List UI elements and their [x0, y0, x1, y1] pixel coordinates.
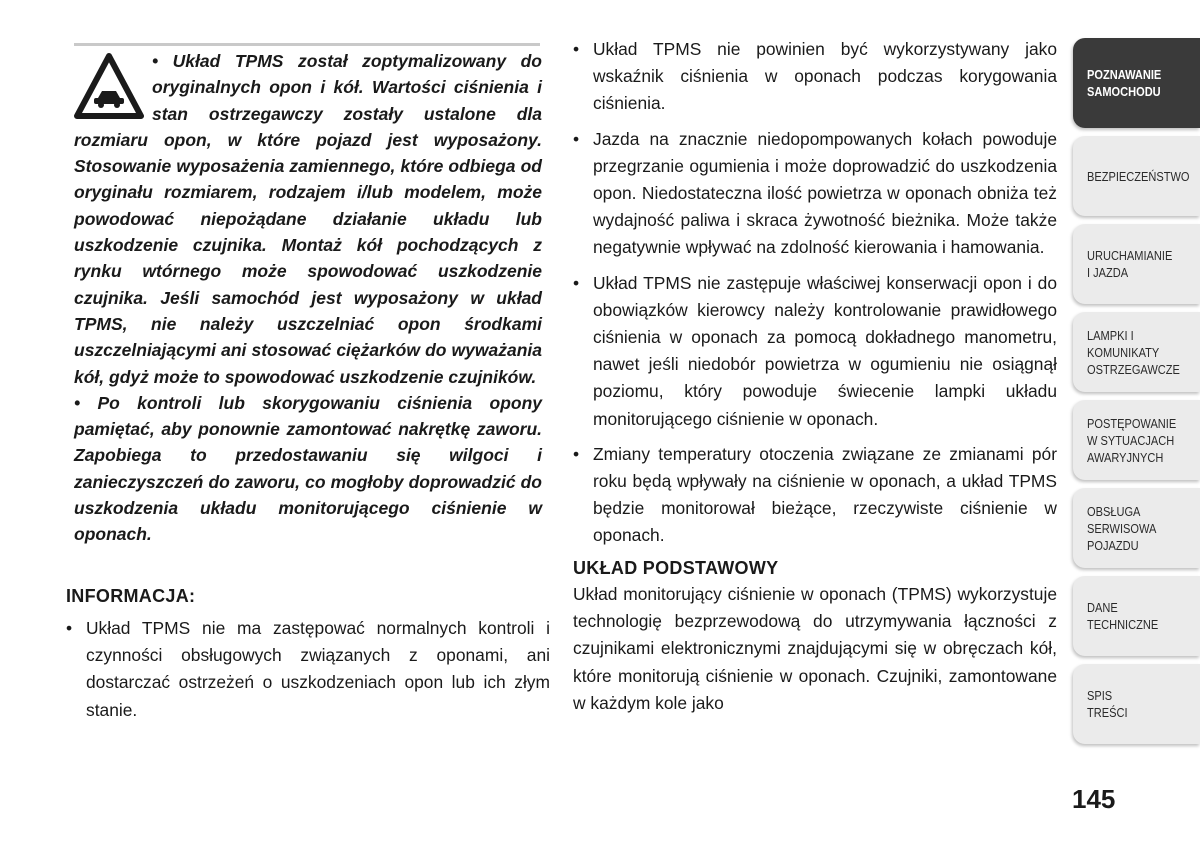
list-item: • Zmiany temperatury otoczenia związane ze zmianami pór roku będą wpływały na ciśnienie w oponach, a układ TPMS będzie monitorował bieżące, rzeczywiste ciśnienie w oponach. — [573, 441, 1057, 550]
list-item: • Układ TPMS nie zastępuje właściwej konserwacji opon i do obowiązków kierowcy należy kontrolowanie prawidłowego ciśnienia w oponach za pomocą dokładnego manometru, nawet jeśli niedobór powietrza w ogumieniu nie osiągnął poziomu, który powoduje świecenie lampki układu monitorującego ciśnienie w oponach. — [573, 270, 1057, 433]
tab-bezpieczenstwo[interactable]: BEZPIECZEŃSTWO — [1073, 136, 1200, 216]
tab-lampki-i-komunikaty[interactable]: LAMPKI I KOMUNIKATY OSTRZEGAWCZE — [1073, 312, 1200, 392]
info-list — [66, 615, 550, 724]
warning-text-1: • Układ TPMS został zoptymalizowany do oryginalnych opon i kół. Wartości ciśnienia i stan ostrzegawczy zostały ustalone dla rozmiaru opon, w które pojazd jest wyposażony. Stosowanie wyposażenia zamiennego, które odbiega od oryginału rozmiarem, rodzajem i/lub modelem, może powodować niepożądane działanie układu lub uszkodzenie czujnika. Montaż kół pochodzących z rynku wtórnego może spowodować uszkodzenie czujnika. Jeśli samochód jest wyposażony w układ TPMS, nie należy uszczelniać opon środkami uszczelniającymi ani stosować ciężarków do wyważania kół, gdyż może to spowodować uszkodzenie czujników. — [74, 51, 542, 387]
list-item: • Jazda na znacznie niedopompowanych kołach powoduje przegrzanie ogumienia i może doprowadzić do uszkodzenia opon. Niedostateczna ilość powietrza w oponach obniża też wydajność paliwa i skraca żywotność bieżnika. Może także negatywnie wpływać na zdolność kierowania i hamowania. — [573, 126, 1057, 262]
tab-spis-tresci[interactable]: SPIS TREŚCI — [1073, 664, 1200, 744]
list-item: • Układ TPMS nie ma zastępować normalnych kontroli i czynności obsługowych związanych z oponami, ani dostarczać ostrzeżeń o uszkodzeniach opon lub ich złym stanie. — [66, 615, 550, 724]
chapter-tabs — [1073, 38, 1200, 752]
right-column — [573, 36, 1057, 718]
tpms-notes-list — [573, 36, 1057, 550]
top-rule — [74, 43, 540, 46]
tab-dane-techniczne[interactable]: DANE TECHNICZNE — [1073, 576, 1200, 656]
warning-block — [74, 48, 542, 548]
tab-poznawanie-samochodu[interactable]: POZNAWANIE SAMOCHODU — [1073, 38, 1200, 128]
page-number: 145 — [1072, 784, 1116, 814]
warning-text-2: • Po kontroli lub skorygowaniu ciśnienia opony pamiętać, aby ponownie zamontować nakrętkę zaworu. Zapobiega to przedostawaniu się wilgoci i zanieczyszczeń do zaworu, co mogłoby doprowadzić do uszkodzenia układu monitorującego ciśnienie w oponach. — [74, 392, 542, 545]
info-section — [66, 586, 550, 724]
list-item: • Układ TPMS nie powinien być wykorzystywany jako wskaźnik ciśnienia w oponach podczas korygowania ciśnienia. — [573, 36, 1057, 118]
info-heading: INFORMACJA: — [66, 586, 196, 606]
warning-triangle-icon — [74, 52, 144, 120]
tab-postepowanie-awaryjne[interactable]: POSTĘPOWANIE W SYTUACJACH AWARYJNYCH — [1073, 400, 1200, 480]
tab-obsluga-serwisowa[interactable]: OBSŁUGA SERWISOWA POJAZDU — [1073, 488, 1200, 568]
section-heading: UKŁAD PODSTAWOWY — [573, 557, 779, 578]
tab-uruchamianie-i-jazda[interactable]: URUCHAMIANIE I JAZDA — [1073, 224, 1200, 304]
section-body: Układ monitorujący ciśnienie w oponach (TPMS) wykorzystuje technologię bezprzewodową do utrzymywania łączności z czujnikami elektronicznymi znajdującymi się w obręczach kół, które monitorują ciśnienie w oponach. Czujniki, zamontowane w każdym kole jako — [573, 583, 1057, 714]
